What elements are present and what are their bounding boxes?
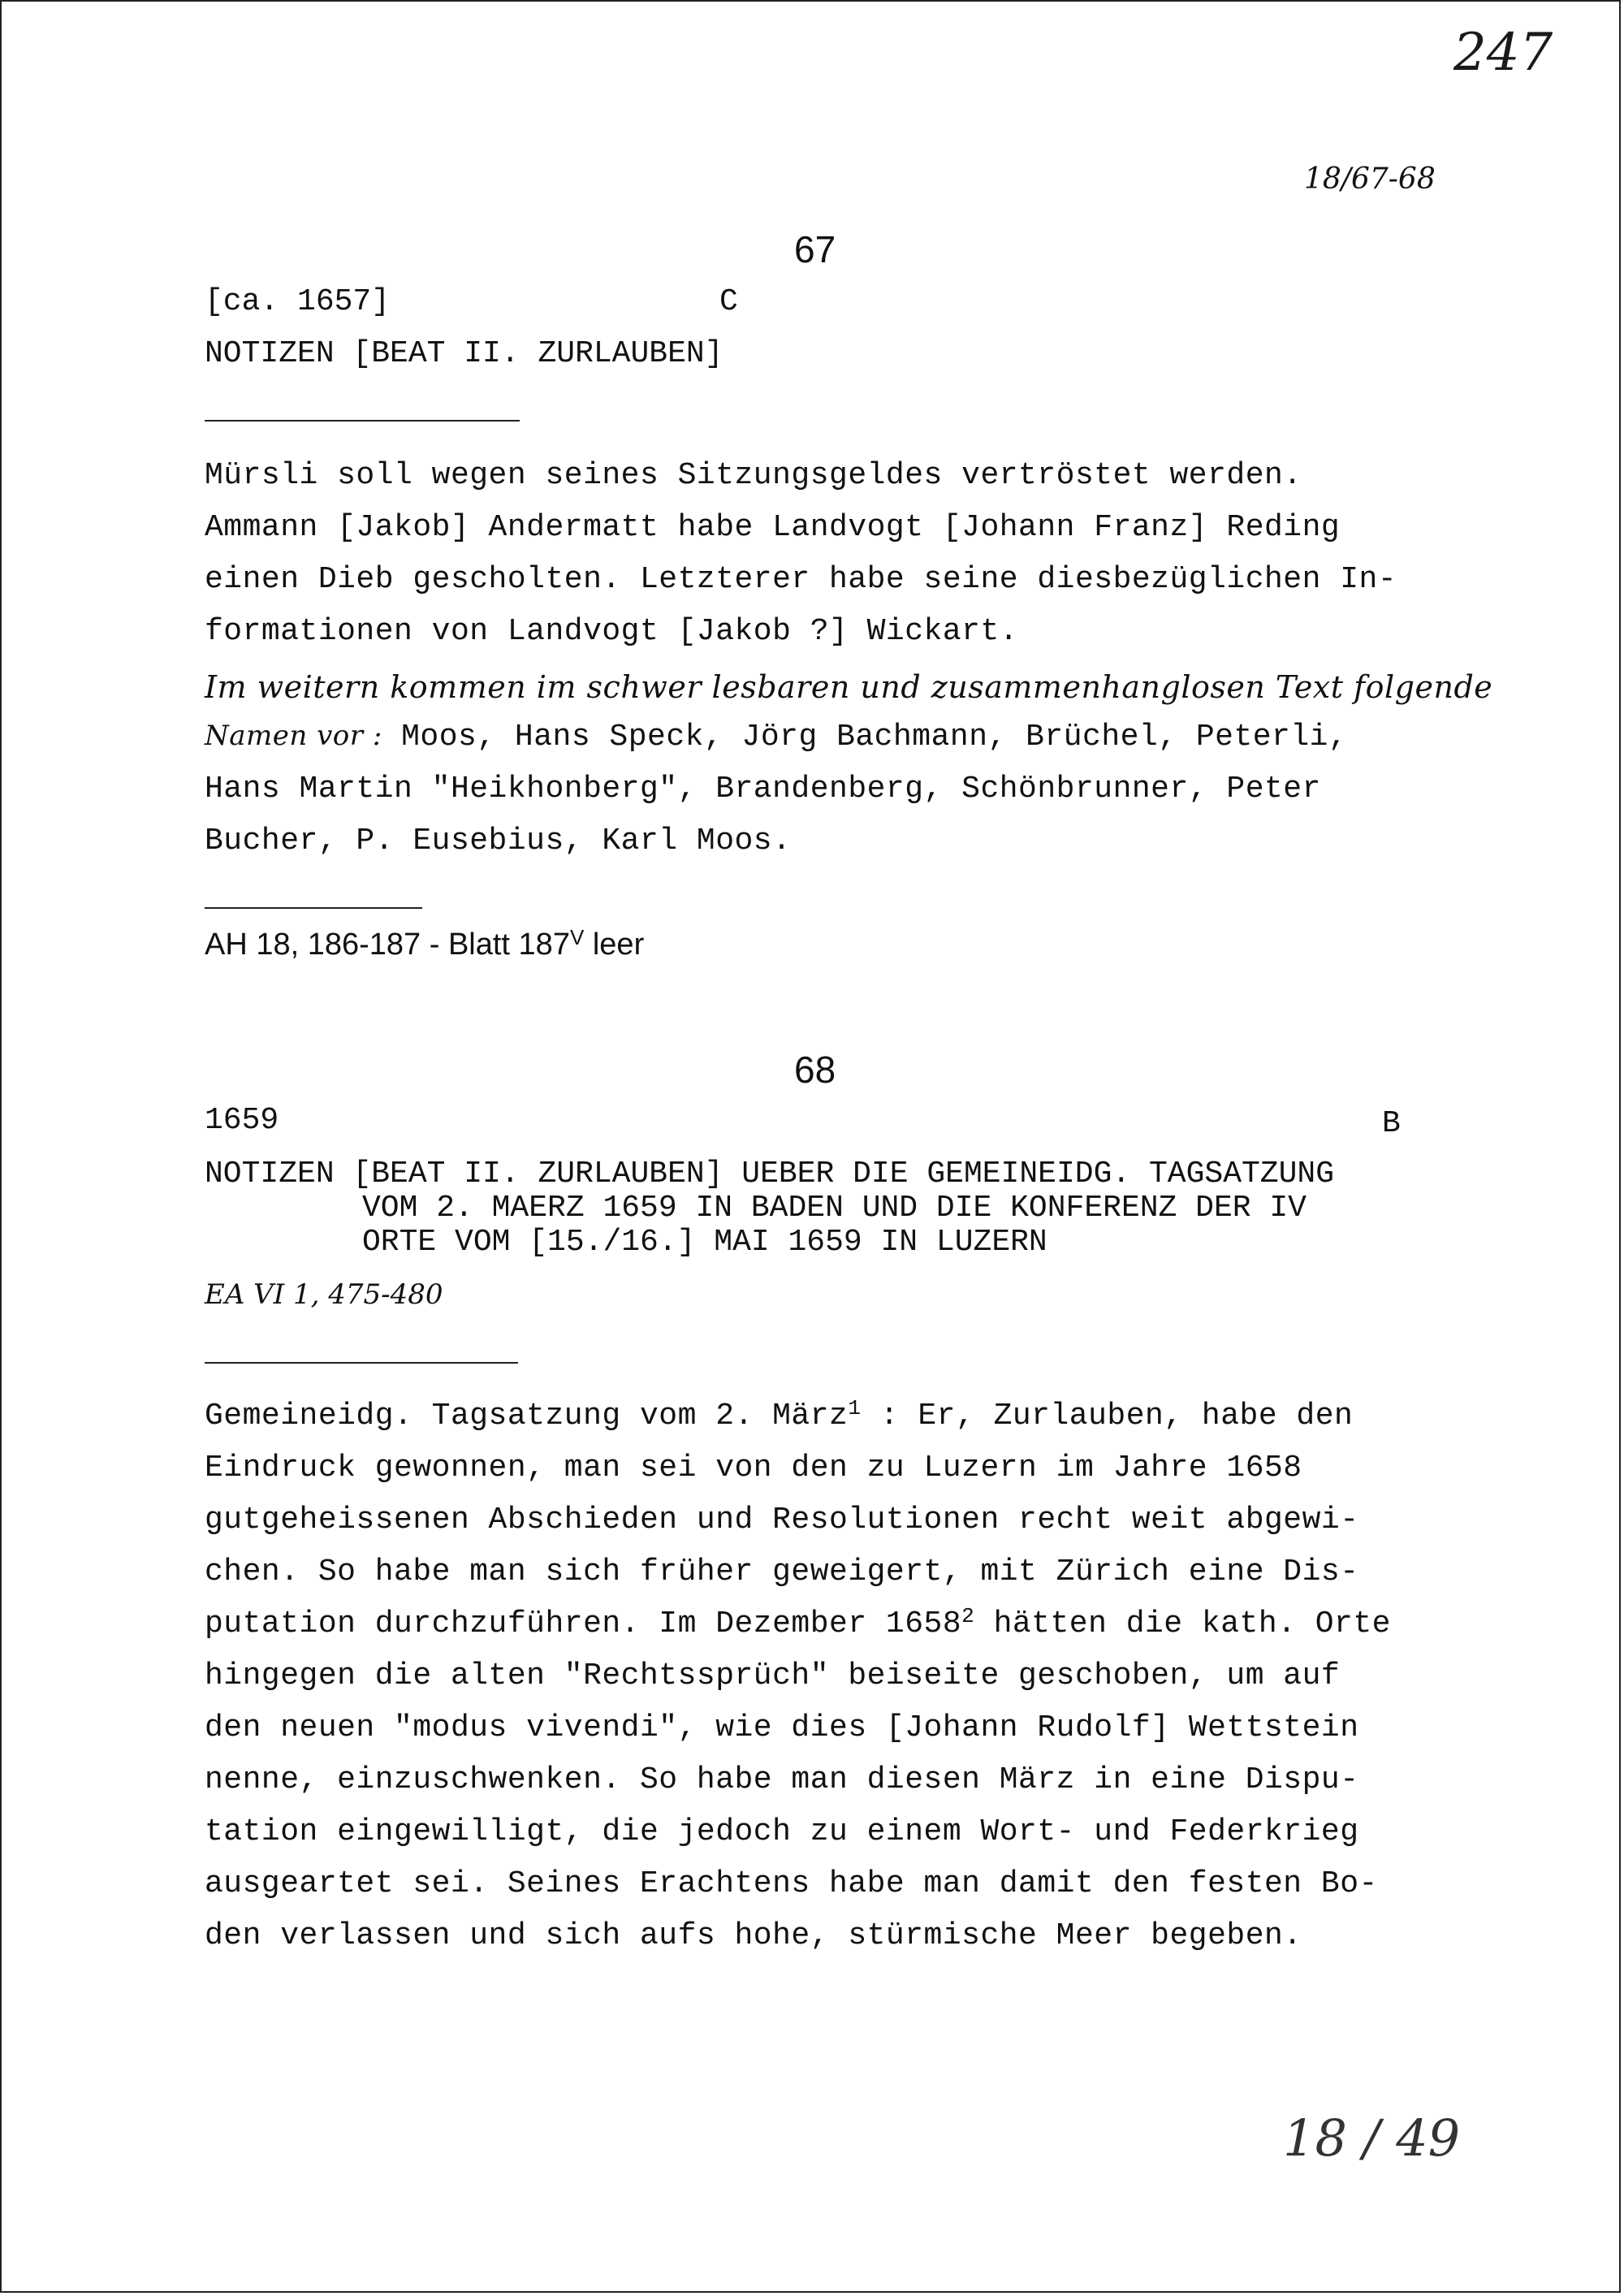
doc68-number: 68 xyxy=(794,1049,836,1091)
doc68-title-line: ORTE VOM [15./16.] MAI 1659 IN LUZERN xyxy=(362,1225,1047,1260)
doc67-editorial-note: Im weitern kommen im schwer lesbaren und zusammenhanglosen Text folgende xyxy=(205,669,1493,705)
doc67-source-verso: V xyxy=(569,925,585,949)
doc68-body-line: chen. So habe man sich früher geweigert, mit Zürich eine Dis- xyxy=(205,1554,1359,1589)
doc68-title-rule xyxy=(205,1362,518,1364)
doc68-title-line: VOM 2. MAERZ 1659 IN BADEN UND DIE KONFERENZ DER IV xyxy=(362,1191,1307,1226)
doc68-line1-end: : Er, Zurlauben, habe den xyxy=(861,1399,1354,1433)
doc68-body-line: den verlassen und sich aufs hohe, stürmische Meer begeben. xyxy=(205,1918,1302,1953)
doc68-body-line: Eindruck gewonnen, man sei von den zu Luzern im Jahre 1658 xyxy=(205,1451,1302,1485)
doc67-title-rule xyxy=(205,420,520,422)
doc67-class: C xyxy=(719,284,738,319)
doc68-body-line: nenne, einzuschwenken. So habe man diesen März in eine Dispu- xyxy=(205,1762,1359,1797)
doc67-number: 67 xyxy=(794,228,836,270)
doc67-body-line: Mürsli soll wegen seines Sitzungsgeldes vertröstet werden. xyxy=(205,458,1302,493)
doc67-source-leer: leer xyxy=(584,927,645,962)
doc67-body-line: einen Dieb gescholten. Letzterer habe seine diesbezüglichen In- xyxy=(205,562,1397,597)
handwritten-folio-number: 247 xyxy=(1453,23,1553,83)
doc67-editorial-note-end: Namen vor : xyxy=(205,720,382,752)
doc68-line1-start: Gemeineidg. Tagsatzung vom 2. März xyxy=(205,1399,849,1433)
doc67-names-line: Bucher, P. Eusebius, Karl Moos. xyxy=(205,824,792,858)
doc68-body-line: gutgeheissenen Abschieden und Resolutionen recht weit abgewi- xyxy=(205,1503,1359,1537)
doc68-body-line: hingegen die alten "Rechtssprüch" beiseite geschoben, um auf xyxy=(205,1658,1341,1693)
doc67-body-line: formationen von Landvogt [Jakob ?] Wickart. xyxy=(205,614,1019,649)
footnote-ref-1: 1 xyxy=(848,1396,862,1420)
doc68-edition-reference: EA VI 1, 475-480 xyxy=(205,1278,443,1311)
doc68-body-line xyxy=(205,1606,1391,1641)
doc67-source-text: AH 18, 186-187 - Blatt 187 xyxy=(205,927,570,962)
doc68-line5-end: hätten die kath. Orte xyxy=(974,1606,1391,1641)
doc67-source-rule xyxy=(205,907,422,909)
footnote-ref-2: 2 xyxy=(961,1604,975,1628)
doc67-body-line: Ammann [Jakob] Andermatt habe Landvogt [Johann Franz] Reding xyxy=(205,510,1341,545)
doc67-names-line xyxy=(205,720,1347,755)
doc68-date: 1659 xyxy=(205,1103,279,1138)
doc67-names-line: Hans Martin "Heikhonberg", Brandenberg, Schönbrunner, Peter xyxy=(205,772,1321,806)
doc68-line5-start: putation durchzuführen. Im Dezember 1658 xyxy=(205,1606,962,1641)
document-reference: 18/67-68 xyxy=(1304,162,1436,196)
doc67-title: NOTIZEN [BEAT II. ZURLAUBEN] xyxy=(205,336,723,371)
doc68-class: B xyxy=(1382,1106,1401,1141)
doc68-body-line xyxy=(205,1396,1354,1433)
doc68-body-line: den neuen "modus vivendi", wie dies [Johann Rudolf] Wettstein xyxy=(205,1710,1359,1745)
doc67-date: [ca. 1657] xyxy=(205,284,391,319)
doc67-source xyxy=(205,927,644,962)
doc68-title-line: NOTIZEN [BEAT II. ZURLAUBEN] UEBER DIE GEMEINEIDG. TAGSATZUNG xyxy=(205,1157,1335,1191)
doc68-body-line: tation eingewilligt, die jedoch zu einem Wort- und Federkrieg xyxy=(205,1814,1359,1849)
handwritten-archive-number: 18 / 49 xyxy=(1283,2108,1461,2168)
doc67-names-start: Moos, Hans Speck, Jörg Bachmann, Brüchel, Peterli, xyxy=(382,720,1348,755)
doc68-body-line: ausgeartet sei. Seines Erachtens habe man damit den festen Bo- xyxy=(205,1866,1378,1901)
